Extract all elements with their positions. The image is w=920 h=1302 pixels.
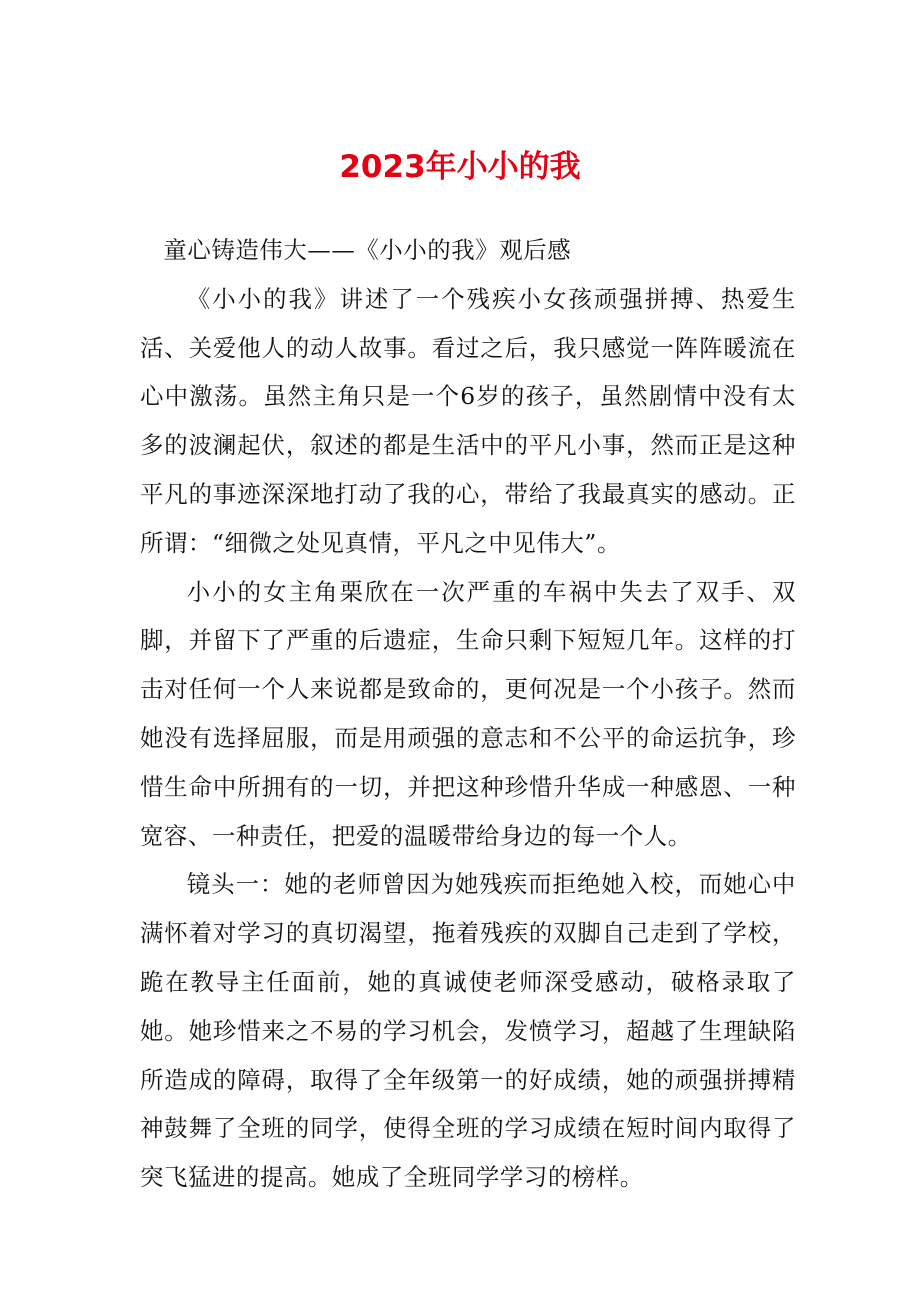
paragraph-protagonist: 小小的女主角栗欣在一次严重的车祸中失去了双手、双脚，并留下了严重的后遗症，生命只剩下短短几年。这样的打击对任何一个人来说都是致命的，更何况是一个小孩子。然而她没有选择屈服，而是用顽强的意志和不公平的命运抗争，珍惜生命中所拥有的一切，并把这种珍惜升华成一种感恩、一种宽容、一种责任，把爱的温暖带给身边的每一个人。 <box>140 577 796 850</box>
page-title: 2023年小小的我 <box>339 149 581 185</box>
document-subtitle: 童心铸造伟大——《小小的我》观后感 <box>163 236 572 264</box>
document-body <box>140 226 796 1202</box>
paragraph-intro: 《小小的我》讲述了一个残疾小女孩顽强拼搏、热爱生活、关爱他人的动人故事。看过之后，我只感觉一阵阵暖流在心中激荡。虽然主角只是一个6岁的孩子，虽然剧情中没有太多的波澜起伏，叙述的都是生活中的平凡小事，然而正是这种平凡的事迹深深地打动了我的心，带给了我最真实的感动。正所谓：“细微之处见真情，平凡之中见伟大”。 <box>140 284 796 557</box>
paragraph-scene-one: 镜头一：她的老师曾因为她残疾而拒绝她入校，而她心中满怀着对学习的真切渴望，拖着残疾的双脚自己走到了学校，跪在教导主任面前，她的真诚使老师深受感动，破格录取了她。她珍惜来之不易的学习机会，发愤学习，超越了生理缺陷所造成的障碍，取得了全年级第一的好成绩，她的顽强拼搏精神鼓舞了全班的同学，使得全班的学习成绩在短时间内取得了突飞猛进的提高。她成了全班同学学习的榜样。 <box>140 870 796 1192</box>
